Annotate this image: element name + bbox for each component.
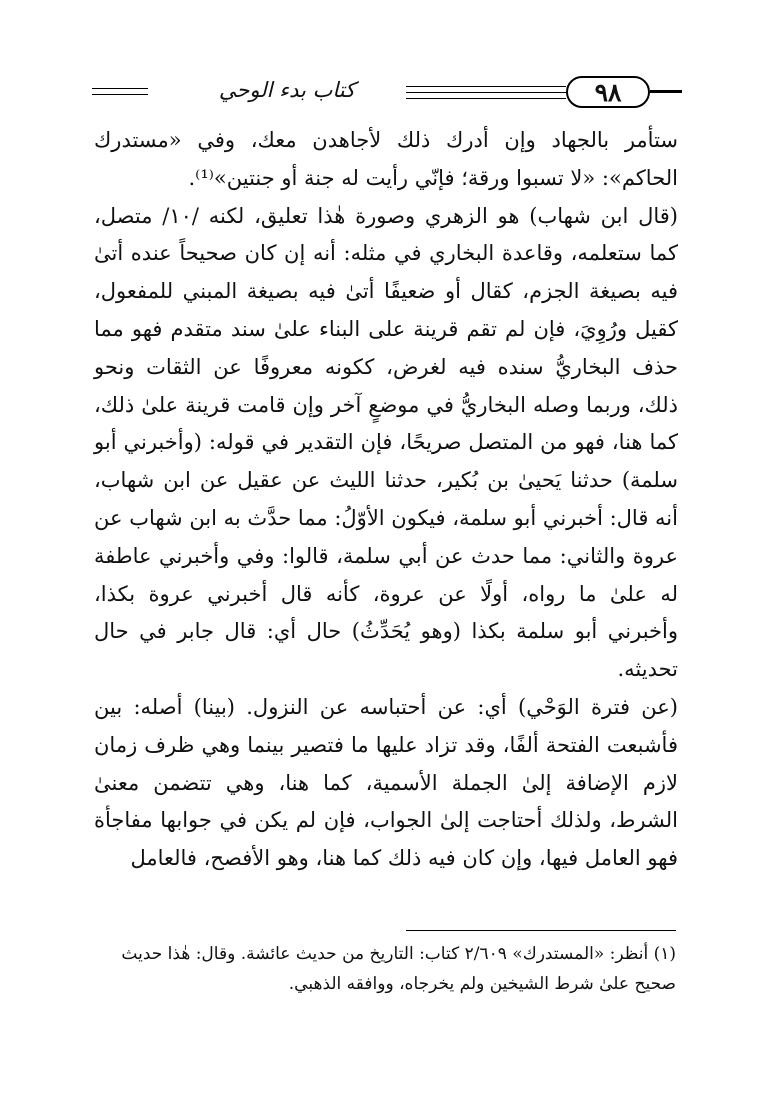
page-number-badge [566,76,650,108]
page-number-tail [650,90,682,93]
page-number: ٩٨ [594,77,622,107]
paragraph: (عن فترة الوَحْي) أي: عن أحتباسه عن النزول. (بينا) أصله: بين فأشبعت الفتحة ألفًا، وقد تزاد عليها ما فتصير بينما وهي ظرف زمان لازم الإضافة إلىٰ الجملة الأسمية، كما هنا، وهي تتضمن معنىٰ الشرط، ولذلك أحتاجت إلىٰ الجواب، فإن لم يكن في جوابها مفاجأة فهو العامل فيها، وإن كان فيه ذلك كما هنا، وهو الأفصح، فالعامل [94,694,678,871]
header-rule [406,92,566,93]
footnote-separator [406,930,676,931]
header-rule [406,98,566,99]
main-text [94,122,678,878]
book-title: كتاب بدء الوحي [218,78,356,102]
paragraph: ستأمر بالجهاد وإن أدرك ذلك لأجاهدن معك، وفي «مستدرك الحاكم»: «لا تسبوا ورقة؛ فإنّي رأيت له جنة أو جنتين»⁽¹⁾. [94,128,678,190]
header-rule [406,86,566,87]
footnote-text: (١) أنظر: «المستدرك» ٢/٦٠٩ كتاب: التاريخ من حديث عائشة. وقال: هٰذا حديث صحيح علىٰ شرط الشيخين ولم يخرجاه، ووافقه الذهبي. [121,944,676,994]
header-ornament-line [92,94,148,95]
header-ornament-line [92,88,148,89]
page-header [92,72,682,112]
footnote [104,939,676,999]
paragraph: (قال ابن شهاب) هو الزهري وصورة هٰذا تعليق، لكنه /١٠/ متصل، كما ستعلمه، وقاعدة البخاري في مثله: أنه إن كان صحيحاً عنده أتىٰ فيه بصيغة الجزم، كقال أو ضعيفًا أتىٰ فيه بصيغة المبني للمفعول، كقيل ورُوِيَ، فإن لم تقم قرينة على البناء علىٰ سند متقدم فهو مما حذف البخاريُّ سنده فيه لغرض، ككونه معروفًا عن الثقات ونحو ذلك، وربما وصله البخاريُّ في موضعٍ آخر وإن قامت قرينة علىٰ ذلك، كما هنا، فهو من المتصل صريحًا، فإن التقدير في قوله: (وأخبرني أبو سلمة) حدثنا يَحيىٰ بن بُكير، حدثنا الليث عن عقيل عن ابن شهاب، أنه قال: أخبرني أبو سلمة، فيكون الأوّلُ: مما حدَّث به ابن شهاب عن عروة والثاني: مما حدث عن أبي سلمة، قالوا: وفي وأخبرني عاطفة له علىٰ ما رواه، أولًا عن عروة، كأنه قال أخبرني عروة بكذا، وأخبرني أبو سلمة بكذا (وهو يُحَدِّثُ) حال أي: قال جابر في حال تحديثه. [94,203,678,682]
